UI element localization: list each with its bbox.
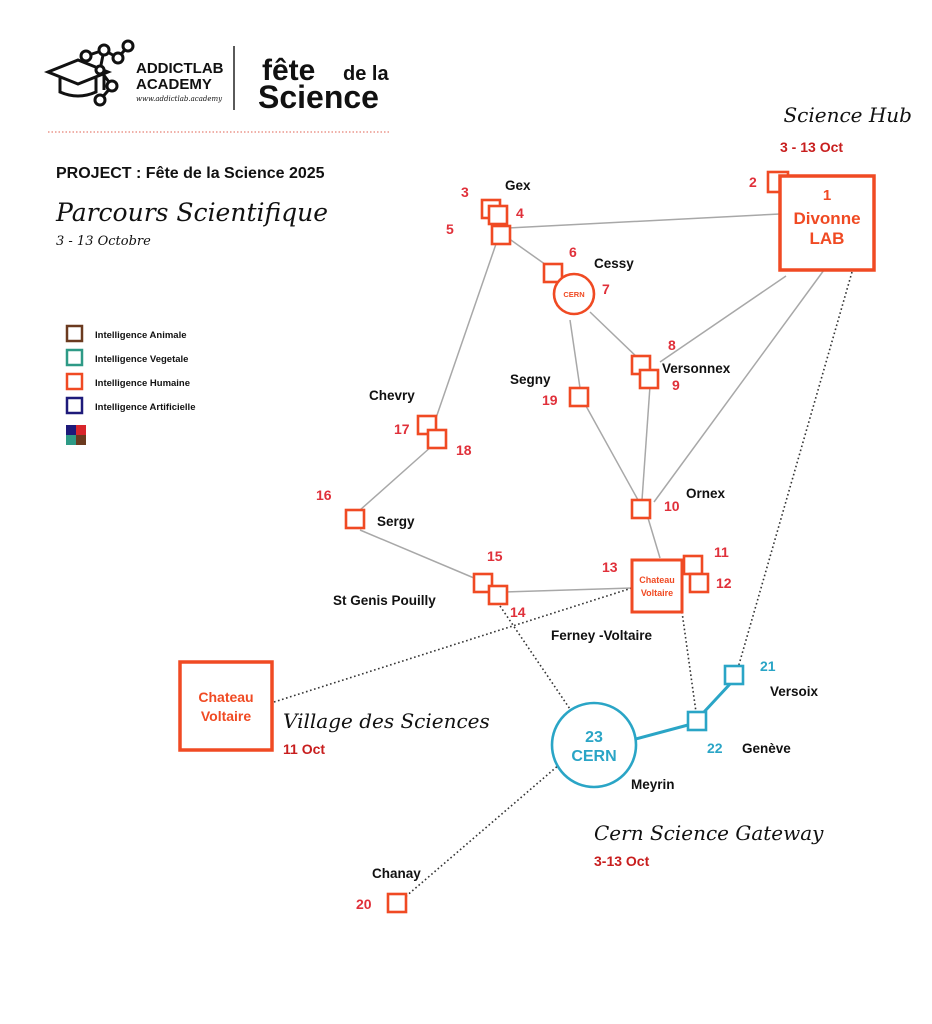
place-gex: Gex — [505, 178, 531, 193]
science-hub-name-line1: Divonne — [793, 209, 861, 228]
number-22: 22 — [707, 740, 723, 756]
place-ferney: Ferney -Voltaire — [551, 628, 653, 643]
legend-swatch-artificielle — [67, 398, 82, 413]
number-10: 10 — [664, 498, 680, 514]
venue-7-label: CERN — [563, 290, 585, 299]
number-18: 18 — [456, 442, 472, 458]
science-hub-title: Science Hub — [783, 103, 912, 127]
fete-de-la-science-logo — [258, 54, 389, 115]
line-ornex-ferney — [648, 518, 660, 558]
legend-label-vegetale: Intelligence Vegetale — [95, 354, 189, 365]
number-7: 7 — [602, 281, 610, 297]
place-st-genis: St Genis Pouilly — [333, 593, 436, 608]
village-box-line1: Chateau — [198, 689, 254, 705]
brand-name-line2: ACADEMY — [136, 76, 212, 93]
cern-gateway-name: CERN — [571, 748, 617, 765]
venue-13-label-line2: Voltaire — [640, 588, 674, 598]
number-3: 3 — [461, 184, 469, 200]
cern-gateway-number: 23 — [585, 729, 603, 746]
number-20: 20 — [356, 896, 372, 912]
project-dates: 3 - 13 Octobre — [56, 234, 151, 249]
de-la-word: de la — [343, 63, 389, 85]
number-19: 19 — [542, 392, 558, 408]
place-chevry: Chevry — [369, 388, 415, 403]
line-segny-ornex — [586, 406, 638, 500]
number-9: 9 — [672, 377, 680, 393]
fete-word: fête — [262, 54, 316, 87]
line-sergy-stgenis — [360, 530, 474, 578]
place-versoix: Versoix — [770, 684, 819, 699]
cern-route-lines — [632, 684, 730, 740]
legend-label-humaine: Intelligence Humaine — [95, 378, 191, 389]
science-hub-name-line2: LAB — [809, 229, 845, 248]
place-ornex: Ornex — [686, 486, 726, 501]
science-word: Science — [258, 79, 379, 115]
addictlab-logo — [48, 41, 224, 105]
line-cessy-versonnex — [590, 312, 640, 360]
venue-10-marker[interactable] — [632, 500, 650, 518]
brand-url: www.addictlab.academy — [136, 95, 223, 103]
line-gex-chevry — [436, 244, 496, 418]
number-5: 5 — [446, 221, 454, 237]
number-14: 14 — [510, 604, 526, 620]
place-segny: Segny — [510, 372, 551, 387]
venue-16-marker[interactable] — [346, 510, 364, 528]
line-stgenis-ferney — [506, 588, 632, 592]
legend-label-artificielle: Intelligence Artificielle — [95, 402, 196, 413]
venue-19-marker[interactable] — [570, 388, 588, 406]
venue-numbers — [316, 174, 757, 912]
venue-13-chateau-box[interactable] — [632, 560, 682, 612]
number-15: 15 — [487, 548, 503, 564]
line-cern-geneve — [632, 725, 688, 740]
line-cessy-segny — [570, 320, 580, 388]
place-cessy: Cessy — [594, 256, 634, 271]
number-21: 21 — [760, 658, 776, 674]
project-subtitle: Parcours Scientifique — [56, 198, 329, 227]
venue-21-marker[interactable] — [725, 666, 743, 684]
place-geneve: Genève — [742, 741, 791, 756]
village-box-line2: Voltaire — [200, 708, 252, 724]
brand-name-line1: ADDICTLAB — [136, 60, 224, 77]
venue-22-marker[interactable] — [688, 712, 706, 730]
venue-9-marker[interactable] — [640, 370, 658, 388]
number-4: 4 — [516, 205, 524, 221]
village-chateau-box[interactable] — [180, 662, 272, 750]
number-6: 6 — [569, 244, 577, 260]
route-lines — [360, 214, 824, 592]
line-geneve-versoix — [704, 684, 730, 712]
venue-20-marker[interactable] — [388, 894, 406, 912]
line-versonnex-divonne — [660, 276, 786, 362]
number-2: 2 — [749, 174, 757, 190]
venue-13-label-line1: Chateau — [639, 575, 675, 585]
place-chanay: Chanay — [372, 866, 421, 881]
dotted-village-ferney — [274, 588, 632, 702]
dotted-links — [274, 272, 852, 898]
village-dates: 11 Oct — [283, 741, 326, 757]
dotted-divonne-versoix — [738, 272, 852, 668]
number-16: 16 — [316, 487, 332, 503]
number-12: 12 — [716, 575, 732, 591]
dotted-ferney-geneve — [682, 612, 696, 712]
gateway-dates: 3-13 Oct — [594, 853, 650, 869]
venue-5-marker[interactable] — [492, 226, 510, 244]
place-versonnex: Versonnex — [662, 361, 731, 376]
legend-label-animale: Intelligence Animale — [95, 330, 187, 341]
legend — [66, 326, 195, 445]
place-meyrin: Meyrin — [631, 777, 675, 792]
legend-swatch-vegetale — [67, 350, 82, 365]
venue-4-marker[interactable] — [489, 206, 507, 224]
line-chevry-sergy — [360, 446, 432, 510]
science-hub-number: 1 — [822, 187, 832, 204]
legend-mixed-swatch — [66, 425, 86, 445]
venue-18-marker[interactable] — [428, 430, 446, 448]
legend-swatch-animale — [67, 326, 82, 341]
venue-14-marker[interactable] — [489, 586, 507, 604]
place-sergy: Sergy — [377, 514, 415, 529]
venue-11-marker[interactable] — [684, 556, 702, 574]
number-13: 13 — [602, 559, 618, 575]
line-gex-divonne — [508, 214, 780, 228]
dotted-cern-chanay — [404, 764, 560, 898]
number-11: 11 — [714, 544, 729, 560]
project-title: PROJECT : Fête de la Science 2025 — [56, 165, 325, 182]
line-versonnex-ornex — [642, 386, 650, 500]
science-hub-dates: 3 - 13 Oct — [780, 139, 844, 155]
number-17: 17 — [394, 421, 410, 437]
number-8: 8 — [668, 337, 676, 353]
dotted-stgenis-cern — [500, 606, 572, 712]
venue-12-marker[interactable] — [690, 574, 708, 592]
village-title: Village des Sciences — [283, 709, 490, 733]
legend-swatch-humaine — [67, 374, 82, 389]
gateway-title: Cern Science Gateway — [594, 821, 824, 845]
